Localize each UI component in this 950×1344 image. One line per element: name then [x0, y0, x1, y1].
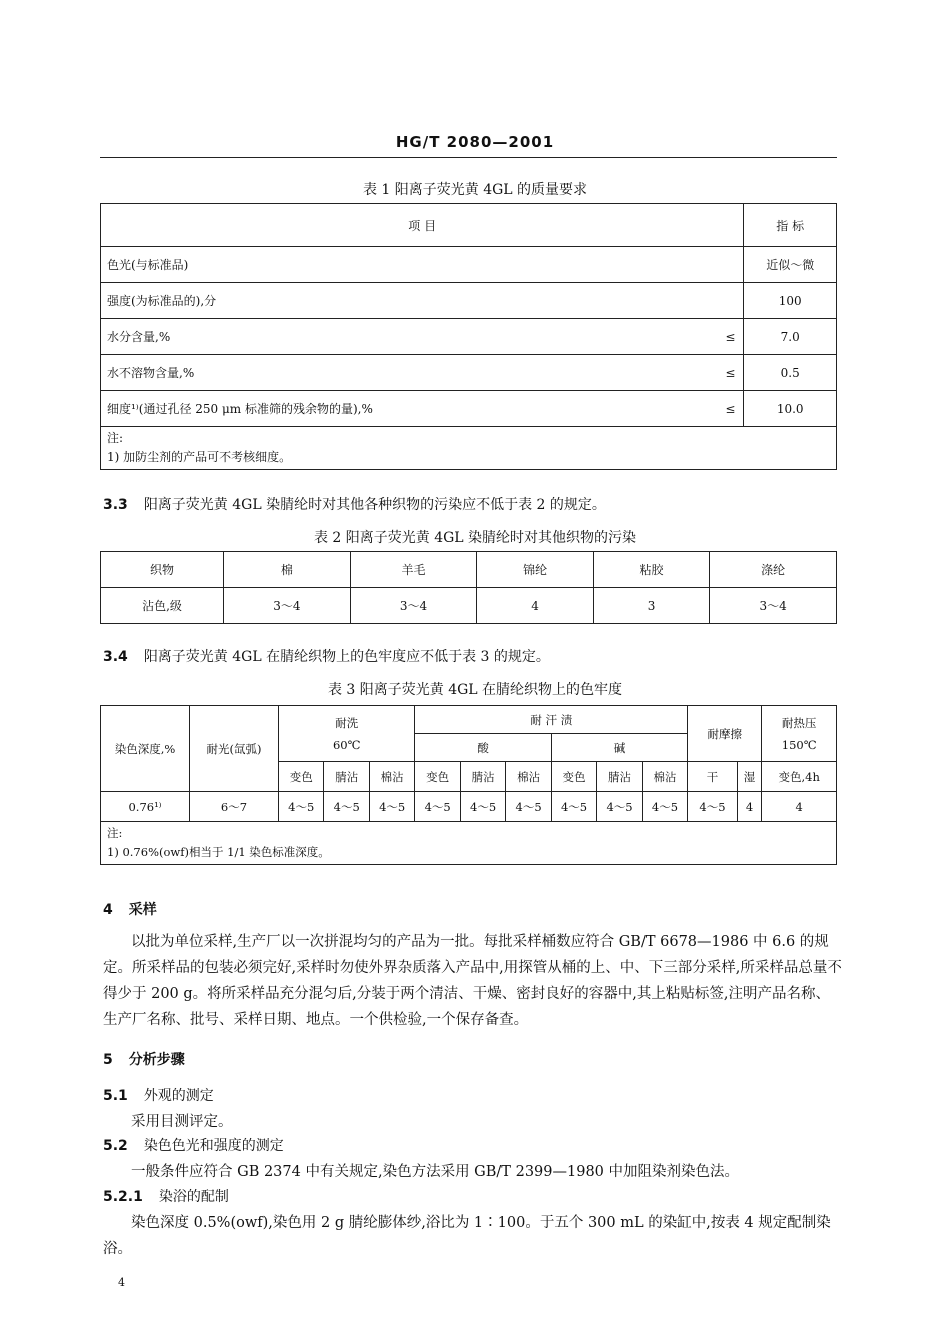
section-text: 阳离子荧光黄 4GL 染腈纶时对其他各种织物的污染应不低于表 2 的规定。: [143, 497, 606, 513]
table1-sign: [717, 283, 744, 319]
table3-sub: 干: [688, 762, 737, 792]
section-5-1-heading: [103, 1085, 214, 1105]
table3-cell: 4～5: [369, 792, 414, 822]
table3-cell: 4～5: [642, 792, 687, 822]
table3-cell: 4～5: [551, 792, 596, 822]
section-number: 5: [103, 1052, 113, 1068]
section-title: 分析步骤: [128, 1052, 185, 1068]
table3-sub: 棉沾: [369, 762, 414, 792]
table1-note: [101, 427, 837, 470]
table3-sub: 变色,4h: [762, 762, 837, 792]
table2-cell: 3～4: [224, 588, 351, 624]
table3-h-acid: 酸: [415, 734, 551, 762]
table1-item: 水不溶物含量,%: [101, 355, 718, 391]
table1-value: 近似～微: [744, 247, 837, 283]
table3-cell: 4～5: [324, 792, 369, 822]
table3-h-rub: 耐摩擦: [688, 706, 762, 762]
table1-note-label: 注:: [107, 431, 124, 445]
table3-h-wash-label: 耐洗: [335, 715, 359, 730]
table3-h-heat-label: 耐热压: [781, 715, 817, 730]
table1-item: 细度¹⁾(通过孔径 250 μm 标准筛的残余物的量),%: [101, 391, 718, 427]
table1-value: 100: [744, 283, 837, 319]
table1: [100, 203, 837, 470]
table3-sub: 变色: [279, 762, 324, 792]
table1-item: 水分含量,%: [101, 319, 718, 355]
table2-cell: 4: [477, 588, 593, 624]
table2-cell: 3: [593, 588, 709, 624]
table3-sub: 棉沾: [642, 762, 687, 792]
section-4-paragraph: 以批为单位采样,生产厂以一次拼混均匀的产品为一批。每批采样桶数应符合 GB/T 6678—1986 中 6.6 的规定。所采样品的包装必须完好,采样时勿使外界杂质落入产品中,用探管从桶的上、中、下三部分采样,所采样品总量不得少于 200 g。将所采样品充分混匀后,分装于两个清洁、干燥、密封良好的容器中,其上粘贴标签,注明产品名称、生产厂名称、批号、采样日期、地点。一个供检验,一个保存备查。: [103, 934, 842, 1028]
section-3-4: [103, 646, 550, 666]
table3-h-alkali: 碱: [551, 734, 687, 762]
table3-note-text: 1) 0.76%(owf)相当于 1/1 染色标准深度。: [107, 845, 330, 859]
table3-h-depth: 染色深度,%: [101, 706, 190, 792]
document-code: HG/T 2080—2001: [395, 133, 555, 151]
table3-note-label: 注:: [107, 826, 123, 840]
table3-cell: 4～5: [688, 792, 737, 822]
table3: [100, 705, 837, 865]
section-5-1-text: 采用目测评定。: [131, 1114, 233, 1130]
table3-h-wash-temp: 60℃: [332, 737, 361, 752]
section-5-heading: [103, 1049, 185, 1069]
section-5-2-heading: [103, 1135, 284, 1155]
table2-header: 粘胶: [593, 552, 709, 588]
table3-caption: 表 3 阳离子荧光黄 4GL 在腈纶织物上的色牢度: [327, 682, 623, 698]
section-number: 4: [103, 902, 113, 918]
section-number: 5.2.1: [103, 1189, 143, 1205]
table1-value: 10.0: [744, 391, 837, 427]
table3-h-light: 耐光(氙弧): [190, 706, 279, 792]
section-text: 阳离子荧光黄 4GL 在腈纶织物上的色牢度应不低于表 3 的规定。: [143, 649, 550, 665]
header-rule: [100, 157, 837, 158]
table3-sub: 棉沾: [506, 762, 551, 792]
table3-sub: 腈沾: [460, 762, 505, 792]
table3-cell: 4～5: [597, 792, 642, 822]
page-number: 4: [118, 1276, 125, 1289]
table3-note: [101, 822, 837, 865]
table3-h-heat: [762, 706, 837, 762]
section-title: 采样: [128, 902, 157, 918]
section-title: 外观的测定: [143, 1088, 214, 1104]
table1-sign: ≤: [717, 319, 744, 355]
table3-sub: 腈沾: [324, 762, 369, 792]
section-3-3: [103, 494, 606, 514]
section-title: 染色色光和强度的测定: [143, 1138, 284, 1154]
table3-cell: 4: [737, 792, 762, 822]
table3-cell: 4～5: [415, 792, 460, 822]
table1-head-value: 指 标: [744, 204, 837, 247]
table1-item: 色光(与标准品): [101, 247, 718, 283]
table3-cell: 4: [762, 792, 837, 822]
table3-sub: 腈沾: [597, 762, 642, 792]
table3-sub: 变色: [551, 762, 596, 792]
section-number: 3.3: [103, 497, 128, 513]
table1-sign: ≤: [717, 355, 744, 391]
table2-header: 棉: [224, 552, 351, 588]
table1-sign: ≤: [717, 391, 744, 427]
section-title: 染浴的配制: [158, 1189, 229, 1205]
section-4-heading: [103, 899, 157, 919]
section-number: 3.4: [103, 649, 128, 665]
table3-sub: 湿: [737, 762, 762, 792]
table3-cell: 4～5: [460, 792, 505, 822]
table3-cell: 6～7: [190, 792, 279, 822]
table2-header: 涤纶: [710, 552, 837, 588]
table2-cell: 3～4: [710, 588, 837, 624]
table1-note-text: 1) 加防尘剂的产品可不考核细度。: [107, 450, 292, 464]
table2-header: 锦纶: [477, 552, 593, 588]
table3-h-heat-temp: 150℃: [781, 737, 817, 752]
table2-cell: 3～4: [350, 588, 477, 624]
table1-value: 0.5: [744, 355, 837, 391]
table2-caption: 表 2 阳离子荧光黄 4GL 染腈纶时对其他织物的污染: [313, 530, 637, 546]
table1-value: 7.0: [744, 319, 837, 355]
table3-cell: 4～5: [279, 792, 324, 822]
table3-h-sweat: 耐 汗 渍: [415, 706, 688, 734]
table1-caption: 表 1 阳离子荧光黄 4GL 的质量要求: [362, 182, 588, 198]
table3-h-wash: [279, 706, 415, 762]
section-number: 5.1: [103, 1088, 128, 1104]
section-5-2-text: 一般条件应符合 GB 2374 中有关规定,染色方法采用 GB/T 2399—1980 中加阻染剂染色法。: [131, 1164, 739, 1180]
table3-sub: 变色: [415, 762, 460, 792]
table1-item: 强度(为标准品的),分: [101, 283, 718, 319]
table1-sign: [717, 247, 744, 283]
section-5-2-1-text: 染色深度 0.5%(owf),染色用 2 g 腈纶膨体纱,浴比为 1∶100。于五个 300 mL 的染缸中,按表 4 规定配制染浴。: [103, 1215, 831, 1257]
section-number: 5.2: [103, 1138, 128, 1154]
table2: [100, 551, 837, 624]
table2-cell: 沾色,级: [101, 588, 224, 624]
table3-cell: 4～5: [506, 792, 551, 822]
table2-header: 织物: [101, 552, 224, 588]
section-5-2-1-heading: [103, 1186, 229, 1206]
table2-header: 羊毛: [350, 552, 477, 588]
table1-head-item: 项 目: [101, 204, 744, 247]
table3-cell: 0.76¹⁾: [101, 792, 190, 822]
